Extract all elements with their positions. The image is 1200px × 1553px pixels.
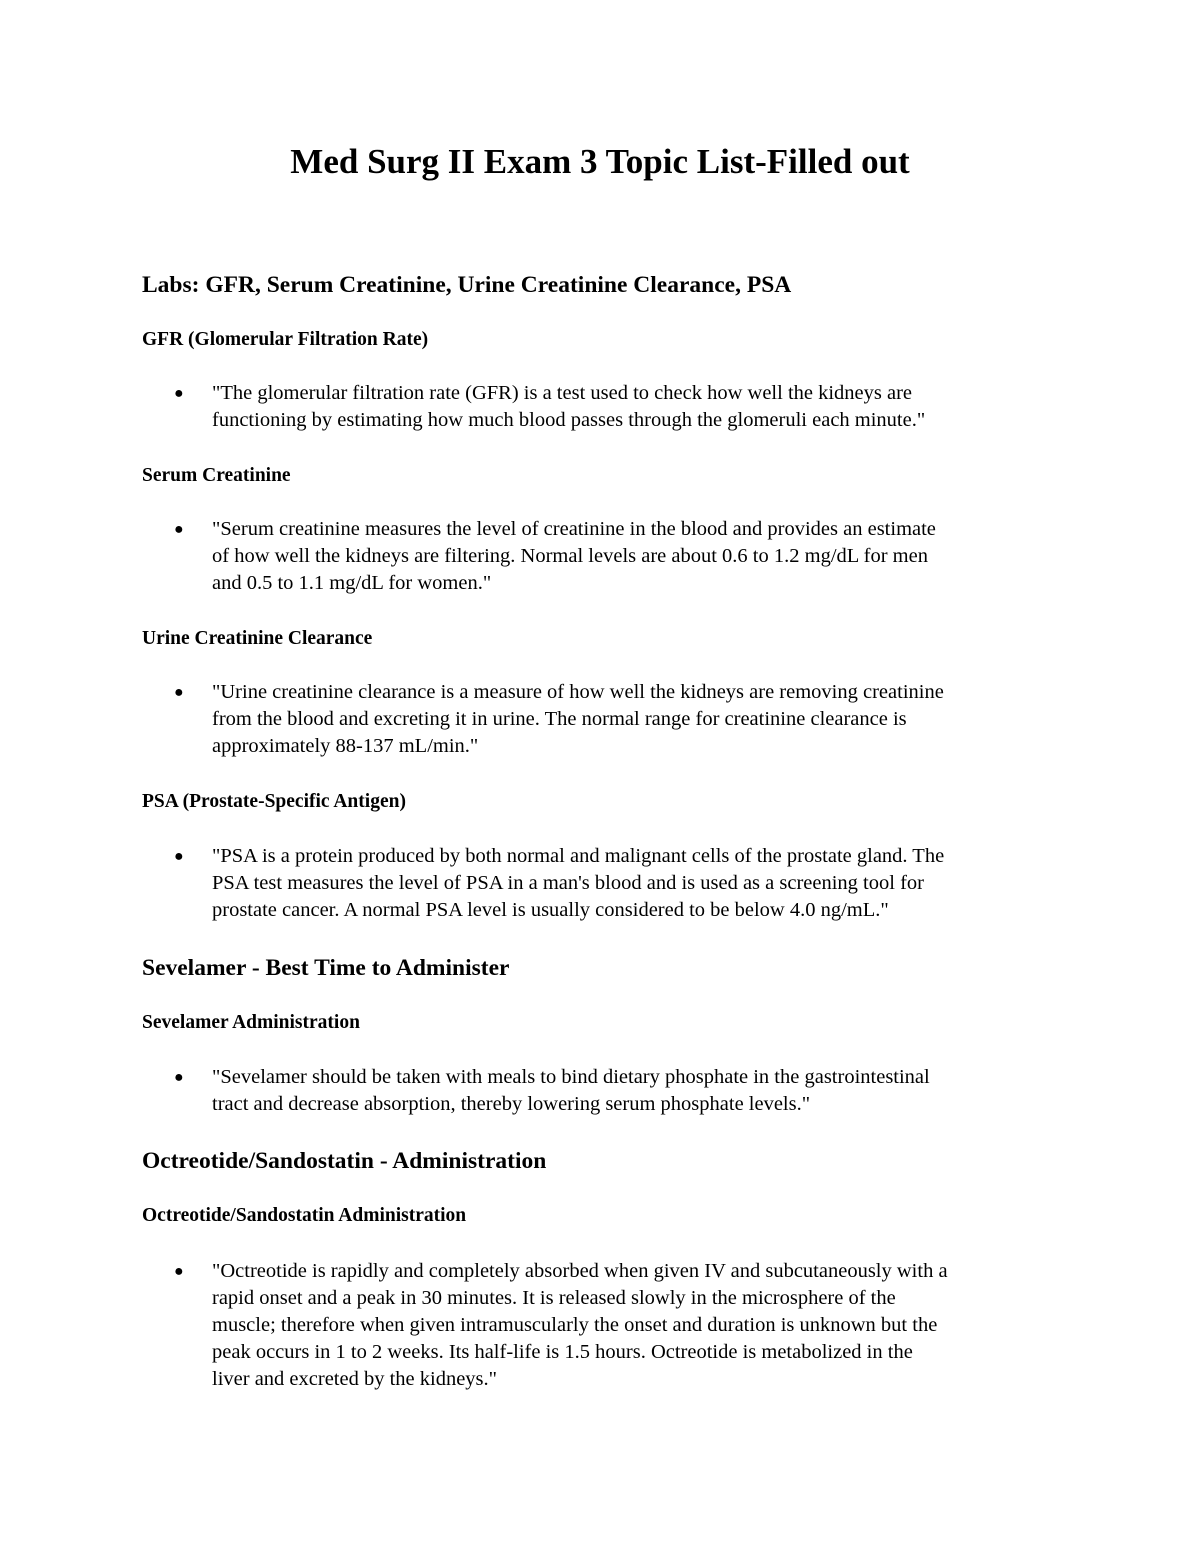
subheading-gfr: GFR (Glomerular Filtration Rate)	[142, 329, 429, 350]
bullet-text-line: tract and decrease absorption, thereby lowering serum phosphate levels."	[212, 1093, 811, 1115]
bullet-text-line: liver and excreted by the kidneys."	[212, 1368, 498, 1390]
page-title: Med Surg II Exam 3 Topic List-Filled out	[290, 142, 910, 181]
bullet-text-line: "PSA is a protein produced by both normal and malignant cells of the prostate gland. The	[212, 845, 945, 867]
bullet-text-line: "Octreotide is rapidly and completely absorbed when given IV and subcutaneously with a	[212, 1260, 948, 1282]
bullet-text-line: approximately 88-137 mL/min."	[212, 735, 479, 757]
bullet-text-line: prostate cancer. A normal PSA level is usually considered to be below 4.0 ng/mL."	[212, 899, 889, 921]
bullet-text-line: muscle; therefore when given intramuscularly the onset and duration is unknown but the	[212, 1314, 938, 1336]
subheading-urine-creatinine-clearance: Urine Creatinine Clearance	[142, 628, 373, 649]
subheading-psa: PSA (Prostate-Specific Antigen)	[142, 791, 406, 812]
subheading-sevelamer-administration: Sevelamer Administration	[142, 1012, 360, 1033]
bullet-text-line: "Serum creatinine measures the level of creatinine in the blood and provides an estimate	[212, 518, 936, 540]
bullet-text-line: "Urine creatinine clearance is a measure of how well the kidneys are removing creatinine	[212, 681, 944, 703]
bullet-text-line: rapid onset and a peak in 30 minutes. It is released slowly in the microsphere of the	[212, 1287, 896, 1309]
section-heading-octreotide: Octreotide/Sandostatin - Administration	[142, 1148, 547, 1174]
bullet-icon: ●	[174, 684, 184, 701]
bullet-text-line: "Sevelamer should be taken with meals to bind dietary phosphate in the gastrointestinal	[212, 1066, 930, 1088]
bullet-text-line: and 0.5 to 1.1 mg/dL for women."	[212, 572, 492, 594]
section-heading-sevelamer: Sevelamer - Best Time to Administer	[142, 955, 510, 981]
bullet-icon: ●	[174, 1263, 184, 1280]
bullet-icon: ●	[174, 1069, 184, 1086]
bullet-text-line: of how well the kidneys are filtering. Normal levels are about 0.6 to 1.2 mg/dL for men	[212, 545, 928, 567]
bullet-text-line: from the blood and excreting it in urine. The normal range for creatinine clearance is	[212, 708, 907, 730]
bullet-text-line: "The glomerular filtration rate (GFR) is a test used to check how well the kidneys are	[212, 382, 913, 404]
bullet-text-line: peak occurs in 1 to 2 weeks. Its half-life is 1.5 hours. Octreotide is metabolized in the	[212, 1341, 913, 1363]
bullet-text-line: functioning by estimating how much blood passes through the glomeruli each minute."	[212, 409, 926, 431]
subheading-octreotide-administration: Octreotide/Sandostatin Administration	[142, 1205, 467, 1226]
bullet-text-line: PSA test measures the level of PSA in a man's blood and is used as a screening tool for	[212, 872, 924, 894]
bullet-icon: ●	[174, 848, 184, 865]
section-heading-labs: Labs: GFR, Serum Creatinine, Urine Creatinine Clearance, PSA	[142, 272, 792, 298]
bullet-icon: ●	[174, 385, 184, 402]
bullet-icon: ●	[174, 521, 184, 538]
subheading-serum-creatinine: Serum Creatinine	[142, 465, 291, 486]
